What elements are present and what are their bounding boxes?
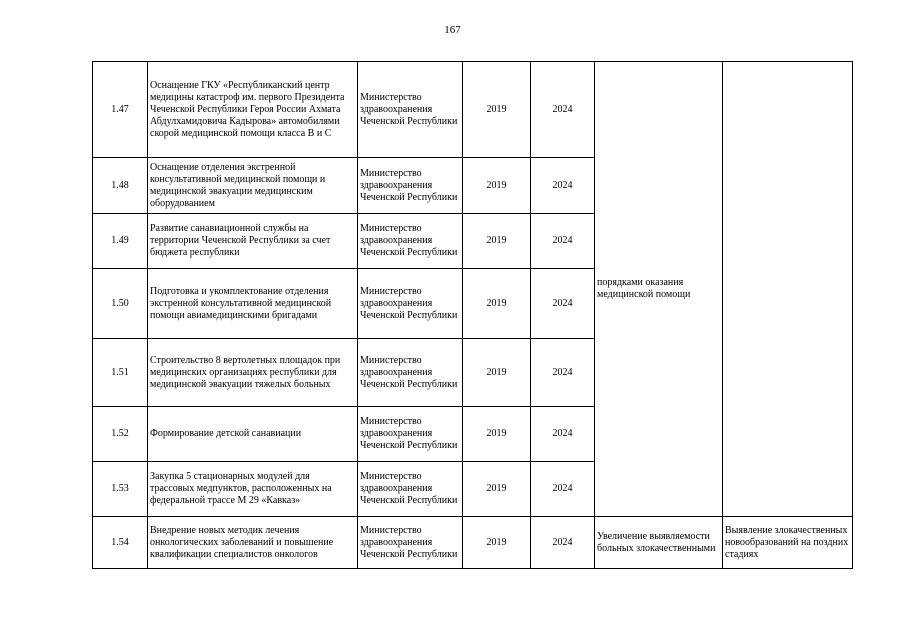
page-number: 167 <box>444 24 461 36</box>
end-year: 2024 <box>531 214 595 269</box>
start-year: 2019 <box>463 517 531 569</box>
executor-cell: Министерство здравоохранения Чеченской Республики <box>358 517 463 569</box>
table-row <box>93 517 853 569</box>
indicator-cell: Выявление злокачественных новообразований на поздних стадиях <box>723 517 853 569</box>
end-year: 2024 <box>531 407 595 462</box>
start-year: 2019 <box>463 214 531 269</box>
measure-cell: Оснащение отделения экстренной консультативной медицинской помощи и медицинской эвакуации медицинским оборудованием <box>148 158 358 214</box>
start-year: 2019 <box>463 62 531 158</box>
row-number: 1.54 <box>93 517 148 569</box>
executor-cell: Министерство здравоохранения Чеченской Республики <box>358 339 463 407</box>
end-year: 2024 <box>531 339 595 407</box>
executor-cell: Министерство здравоохранения Чеченской Республики <box>358 462 463 517</box>
executor-cell: Министерство здравоохранения Чеченской Республики <box>358 62 463 158</box>
row-number: 1.48 <box>93 158 148 214</box>
start-year: 2019 <box>463 269 531 339</box>
row-number: 1.47 <box>93 62 148 158</box>
measure-cell: Развитие санавиационной службы на территории Чеченской Республики за счет бюджета республики <box>148 214 358 269</box>
measure-cell: Оснащение ГКУ «Республиканский центр медицины катастроф им. первого Президента Чеченской Республики Героя России Ахмата Абдулхамидовича Кадырова» автомобилями скорой медицинской помощи класса В и С <box>148 62 358 158</box>
row-number: 1.52 <box>93 407 148 462</box>
measure-cell: Подготовка и укомплектование отделения экстренной консультативной медицинской помощи авиамедицинскими бригадами <box>148 269 358 339</box>
executor-cell: Министерство здравоохранения Чеченской Республики <box>358 269 463 339</box>
measures-table <box>92 61 853 569</box>
start-year: 2019 <box>463 158 531 214</box>
measure-cell: Закупка 5 стационарных модулей для трассовых медпунктов, расположенных на федеральной трассе М 29 «Кавказ» <box>148 462 358 517</box>
row-number: 1.53 <box>93 462 148 517</box>
end-year: 2024 <box>531 158 595 214</box>
executor-cell: Министерство здравоохранения Чеченской Республики <box>358 407 463 462</box>
row-number: 1.49 <box>93 214 148 269</box>
start-year: 2019 <box>463 407 531 462</box>
result-cell-merged: порядками оказания медицинской помощи <box>595 62 723 517</box>
table-row <box>93 62 853 158</box>
executor-cell: Министерство здравоохранения Чеченской Республики <box>358 214 463 269</box>
measure-cell: Внедрение новых методик лечения онкологических заболеваний и повышение квалификации специалистов онкологов <box>148 517 358 569</box>
start-year: 2019 <box>463 339 531 407</box>
measure-cell: Строительство 8 вертолетных площадок при медицинских организациях республики для медицинской эвакуации тяжелых больных <box>148 339 358 407</box>
end-year: 2024 <box>531 462 595 517</box>
row-number: 1.51 <box>93 339 148 407</box>
start-year: 2019 <box>463 462 531 517</box>
row-number: 1.50 <box>93 269 148 339</box>
end-year: 2024 <box>531 62 595 158</box>
measure-cell: Формирование детской санавиации <box>148 407 358 462</box>
executor-cell: Министерство здравоохранения Чеченской Республики <box>358 158 463 214</box>
end-year: 2024 <box>531 517 595 569</box>
indicator-cell-merged <box>723 62 853 517</box>
end-year: 2024 <box>531 269 595 339</box>
result-cell: Увеличение выявляемости больных злокачественными <box>595 517 723 569</box>
